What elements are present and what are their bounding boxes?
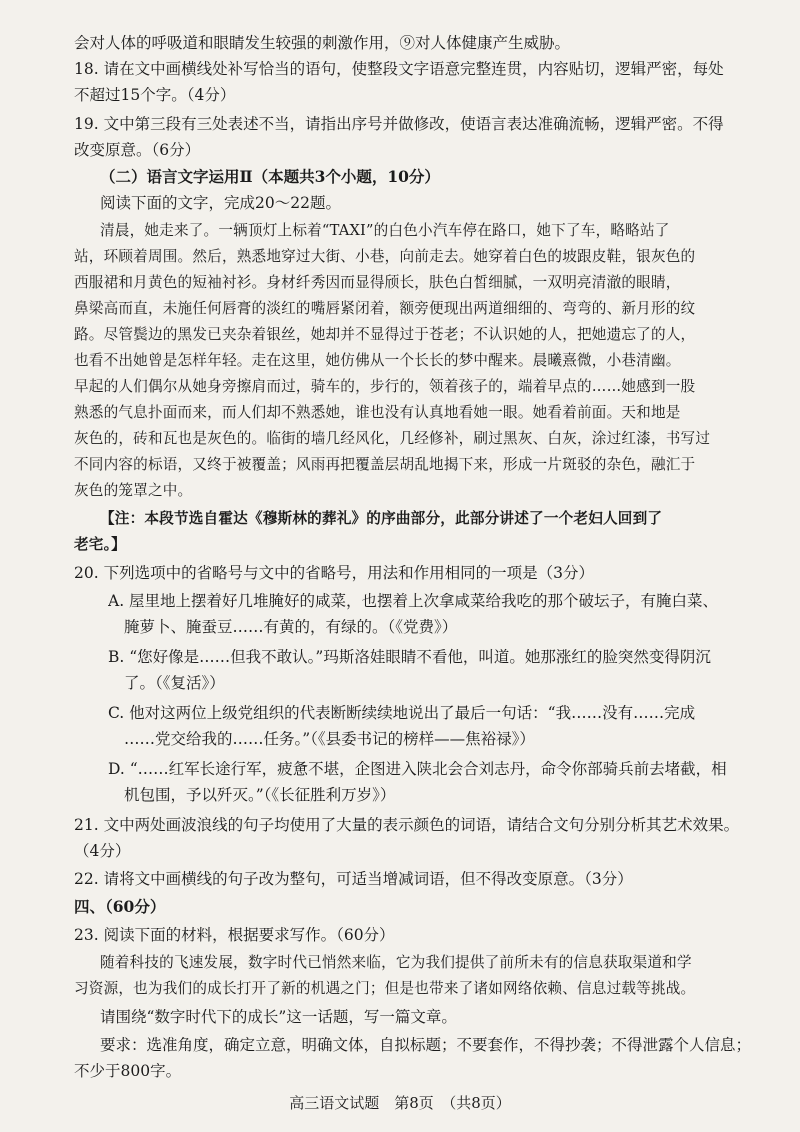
option-a-cont: 腌萝卜、腌蚕豆……有黄的，有绿的。（《党费》） bbox=[124, 618, 458, 636]
passage-line: 灰色的，砖和瓦也是灰色的。临街的墙几经风化，几经修补，刷过黑灰、白灰，涂过红漆，书写过 bbox=[74, 430, 711, 447]
material-line: 习资源，也为我们的成长打开了新的机遇之门；但是也带来了诸如网络依赖、信息过载等挑战。 bbox=[74, 980, 696, 997]
text-line: 会对人体的呼吸道和眼睛发生较强的刺激作用，⑨对人体健康产生威胁。 bbox=[74, 34, 571, 52]
question-18: 18. 请在文中画横线处补写恰当的语句，使整段文字语意完整连贯，内容贴切，逻辑严密，每处 bbox=[74, 60, 724, 78]
instruction: 阅读下面的文字，完成20～22题。 bbox=[100, 194, 341, 212]
passage-line: 鼻梁高而直，未施任何唇膏的淡红的嘴唇紧闭着，额旁便现出两道细细的、弯弯的、新月形的纹 bbox=[74, 300, 696, 317]
passage-line: 路。尽管鬓边的黑发已夹杂着银丝，她却并不显得过于苍老；不认识她的人，把她遗忘了的人， bbox=[74, 326, 696, 343]
note: 老宅。】 bbox=[74, 536, 126, 553]
passage-line: 也看不出她曾是怎样年轻。走在这里，她仿佛从一个长长的梦中醒来。晨曦熹微，小巷清幽。 bbox=[74, 352, 681, 369]
option-c-cont: ……党交给我的……任务。”（《县委书记的榜样——焦裕禄》） bbox=[124, 730, 535, 748]
passage-line: 清晨，她走来了。一辆顶灯上标着“TAXI”的白色小汽车停在路口，她下了车，略略站了 bbox=[100, 222, 670, 239]
text-line: （4分） bbox=[74, 842, 131, 860]
text-line: 不少于800字。 bbox=[74, 1062, 182, 1080]
option-c: C. 他对这两位上级党组织的代表断断续续地说出了最后一句话：“我……没有……完成 bbox=[108, 704, 696, 722]
option-b-cont: 了。（《复活》） bbox=[124, 674, 225, 692]
material-line: 随着科技的飞速发展，数字时代已悄然来临，它为我们提供了前所未有的信息获取渠道和学 bbox=[100, 954, 692, 971]
option-a: A. 屋里地上摆着好几堆腌好的咸菜，也摆着上次拿咸菜给我吃的那个破坛子，有腌白菜、 bbox=[108, 592, 719, 610]
question-20: 20. 下列选项中的省略号与文中的省略号，用法和作用相同的一项是（3分） bbox=[74, 564, 594, 582]
note: 【注：本段节选自霍达《穆斯林的葬礼》的序曲部分，此部分讲述了一个老妇人回到了 bbox=[100, 510, 663, 527]
section-heading: （二）语言文字运用Ⅱ（本题共3个小题，10分） bbox=[100, 167, 440, 186]
option-b: B. “您好像是……但我不敢认。”玛斯洛娃眼睛不看他，叫道。她那涨红的脸突然变得阴沉 bbox=[108, 648, 711, 666]
passage-line: 不同内容的标语，又终于被覆盖；风雨再把覆盖层胡乱地揭下来，形成一片斑驳的杂色，融汇于 bbox=[74, 456, 696, 473]
writing-requirements: 要求：选准角度，确定立意，明确文体，自拟标题；不要套作，不得抄袭；不得泄露个人信息； bbox=[100, 1036, 752, 1054]
section-four-heading: 四、（60分） bbox=[74, 897, 166, 916]
passage-line: 早起的人们偶尔从她身旁擦肩而过，骑车的，步行的，领着孩子的，端着早点的……她感到一股 bbox=[74, 378, 696, 395]
passage-line: 西服裙和月黄色的短袖衬衫。身材纤秀因而显得颀长，肤色白皙细腻，一双明亮清澈的眼睛， bbox=[74, 274, 681, 291]
question-23: 23. 阅读下面的材料，根据要求写作。（60分） bbox=[74, 926, 395, 944]
question-22: 22. 请将文中画横线的句子改为整句，可适当增减词语，但不得改变原意。（3分） bbox=[74, 870, 633, 888]
writing-prompt: 请围绕“数字时代下的成长”这一话题，写一篇文章。 bbox=[100, 1008, 457, 1026]
passage-line: 站，环顾着周围。然后，熟悉地穿过大街、小巷，向前走去。她穿着白色的坡跟皮鞋，银灰色的 bbox=[74, 248, 696, 265]
text-line: 不超过15个字。（4分） bbox=[74, 86, 236, 104]
question-19: 19. 文中第三段有三处表述不当，请指出序号并做修改，使语言表达准确流畅，逻辑严密。不得 bbox=[74, 115, 724, 133]
page-footer: 高三语文试题 第8页 （共8页） bbox=[289, 1094, 511, 1112]
option-d-cont: 机包围，予以歼灭。”（《长征胜利万岁》） bbox=[124, 786, 396, 804]
text-line: 改变原意。（6分） bbox=[74, 141, 201, 159]
option-d: D. “……红军长途行军，疲惫不堪，企图进入陕北会合刘志丹，命令你部骑兵前去堵截，相 bbox=[108, 760, 727, 778]
passage-line: 熟悉的气息扑面而来，而人们却不熟悉她，谁也没有认真地看她一眼。她看着前面。天和地是 bbox=[74, 404, 681, 421]
question-21: 21. 文中两处画波浪线的句子均使用了大量的表示颜色的词语，请结合文句分别分析其艺术效果。 bbox=[74, 816, 740, 834]
passage-line: 灰色的笼罩之中。 bbox=[74, 482, 193, 499]
